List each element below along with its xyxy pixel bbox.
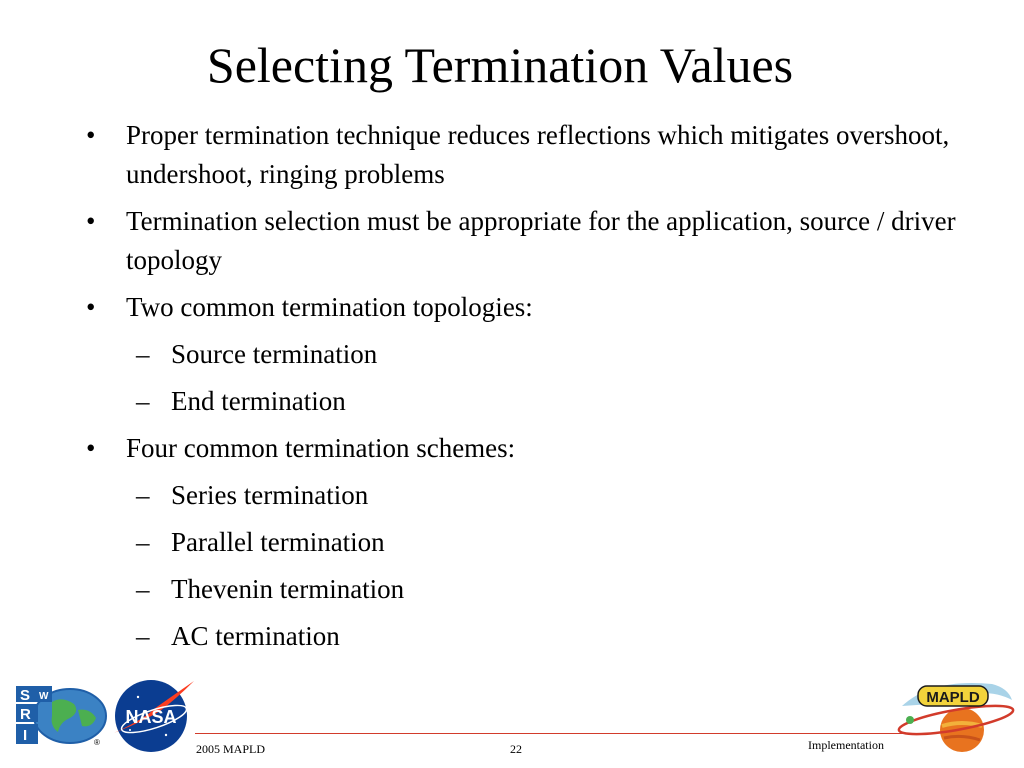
sub-bullet-marker: – <box>136 574 150 604</box>
bullet-list <box>86 116 966 656</box>
sub-bullet-marker: – <box>136 527 150 557</box>
swri-letter-i: I <box>23 727 28 744</box>
sub-bullet-text: Source termination <box>171 339 378 369</box>
sub-bullet-marker: – <box>136 480 150 510</box>
slide-title: Selecting Termination Values <box>206 37 794 93</box>
sub-bullet-item <box>86 523 966 562</box>
swri-letter-s: S <box>20 687 31 704</box>
sub-bullet-item <box>86 570 966 609</box>
sub-bullet-text: Parallel termination <box>171 527 385 557</box>
bullet-marker: • <box>86 292 96 322</box>
bullet-text: Two common termination topologies: <box>126 292 533 322</box>
bullet-text: Four common termination schemes: <box>126 433 516 463</box>
bullet-marker: • <box>86 206 96 236</box>
sub-bullet-text: Series termination <box>171 480 369 510</box>
bullet-item <box>86 288 966 327</box>
sub-bullet-marker: – <box>136 339 150 369</box>
bullet-text: Termination selection must be appropriate for the application, source / driver topology <box>126 206 956 275</box>
mapld-logo-text: MAPLD <box>926 689 980 706</box>
footer-page-number: 22 <box>510 742 522 756</box>
bullet-text: Proper termination technique reduces reflections which mitigates overshoot, undershoot, ringing problems <box>126 120 950 189</box>
bullet-marker: • <box>86 433 96 463</box>
nasa-logo <box>108 675 198 757</box>
sub-bullet-item <box>86 382 966 421</box>
sub-bullet-marker: – <box>136 621 150 651</box>
swri-letter-w: W <box>39 691 49 702</box>
bullet-item <box>86 116 966 194</box>
footer-conference: 2005 MAPLD <box>196 742 266 756</box>
bullet-marker: • <box>86 120 96 150</box>
sub-bullet-text: AC termination <box>171 621 340 651</box>
sub-bullet-item <box>86 617 966 656</box>
swri-logo <box>8 680 108 750</box>
sub-bullet-text: Thevenin termination <box>171 574 405 604</box>
footer-section: Implementation <box>808 738 884 752</box>
swri-letter-r: R <box>20 706 31 723</box>
nasa-logo-text: NASA <box>125 707 177 727</box>
footer-divider <box>195 733 907 734</box>
sub-bullet-marker: – <box>136 386 150 416</box>
bullet-item <box>86 429 966 468</box>
sub-bullet-item <box>86 476 966 515</box>
mapld-logo <box>896 676 1016 760</box>
bullet-item <box>86 202 966 280</box>
sub-bullet-item <box>86 335 966 374</box>
sub-bullet-text: End termination <box>171 386 346 416</box>
registered-mark: ® <box>94 738 100 747</box>
